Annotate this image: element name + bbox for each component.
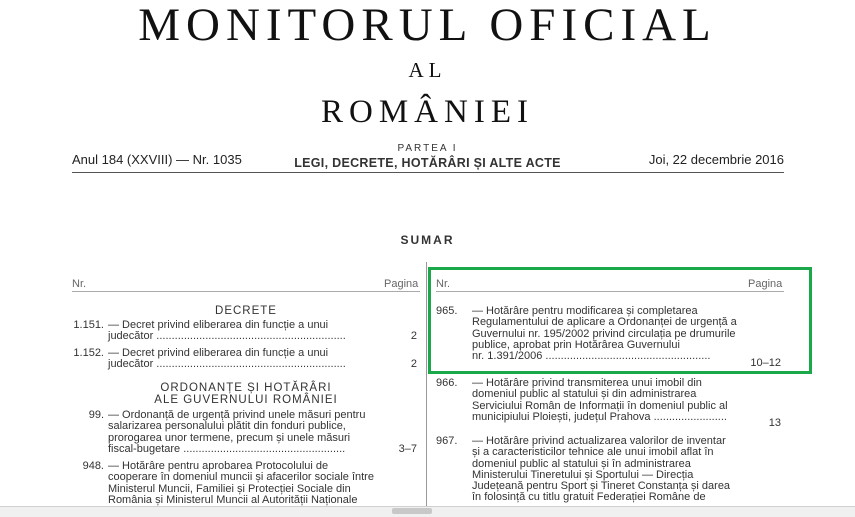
entry-line: Guvernului nr. 195/2002 privind circulația pe drumurile (472, 327, 736, 340)
masthead-title: MONITORUL OFICIAL (138, 0, 717, 51)
left-nr-header: Nr. (72, 278, 87, 290)
summary-title: SUMAR (400, 233, 455, 247)
entry-line: Județeană pentru Sport și Tineret Constanța și darea (472, 480, 731, 493)
entry-line: Serviciului Român de Informații în domeniul public al (472, 399, 728, 412)
section-title-line: ALE GUVERNULUI ROMÂNIEI (154, 394, 338, 406)
entry-text (108, 410, 388, 455)
entry-line: judecător .............................................................. (108, 330, 346, 343)
entry-line: în folosință cu titlu gratuit Federației Române de (472, 491, 706, 504)
list-item (436, 436, 784, 506)
entry-line: salarizarea personalului plătit din fonduri publice, (108, 420, 346, 433)
entry-line: — Hotărâre pentru aprobarea Protocolului de (108, 460, 329, 472)
scrollbar-thumb[interactable] (392, 508, 432, 514)
entry-page: 2 (410, 358, 417, 370)
column-separator (426, 262, 427, 516)
entry-line: domeniul public al statului și din administrarea (472, 388, 697, 401)
entry-number: 948. (82, 460, 104, 472)
left-header-rule (72, 291, 420, 292)
right-page-header: Pagina (748, 278, 783, 290)
masthead-country: ROMÂNIEI (321, 94, 534, 130)
entry-text (108, 461, 410, 506)
issue-number: Anul 184 (XXVIII) — Nr. 1035 (72, 152, 242, 167)
list-item (72, 410, 420, 456)
entry-text (108, 348, 388, 371)
left-page-header: Pagina (384, 278, 419, 290)
section-title-line: ORDONANȚE ȘI HOTĂRÂRI (160, 382, 332, 394)
entry-line: Regulamentului de aplicare a Ordonanței de urgență a (472, 316, 737, 329)
entry-text (472, 378, 737, 423)
entry-text (472, 436, 774, 504)
part-label: PARTEA I (397, 143, 458, 154)
entry-line: — Decret privind eliberarea din funcție a unui (108, 347, 329, 359)
list-item (72, 348, 420, 372)
entry-line: — Hotărâre privind transmiterea unui imobil din (472, 377, 702, 389)
entry-number: 966. (436, 377, 458, 389)
entry-number: 1.152. (73, 347, 104, 359)
entry-line: fiscal-bugetare ..................................................... (108, 442, 346, 455)
header-divider (72, 172, 784, 173)
entry-line: România și Ministerul Muncii al Autorității Naționale (108, 493, 358, 506)
entry-page: 3–7 (398, 443, 417, 455)
entry-line: cooperare în domeniul muncii și afacerilor sociale între (108, 471, 374, 484)
entry-line: domeniul public al statului și în administrarea (472, 457, 691, 470)
right-nr-header: Nr. (436, 278, 451, 290)
entry-line: — Hotărâre pentru modificarea și completarea (472, 305, 698, 317)
entry-number: 967. (436, 436, 458, 447)
entry-line: prorogarea unor termene, precum și unele măsuri (108, 431, 351, 444)
entry-line: Ministerul Muncii, Familiei și Protecției Sociale din (108, 482, 351, 495)
list-item (72, 320, 420, 344)
entry-number: 965. (436, 305, 458, 317)
entry-line: — Hotărâre privind actualizarea valorilor de inventar (472, 436, 726, 447)
part-subtitle: LEGI, DECRETE, HOTĂRÂRI ȘI ALTE ACTE (294, 156, 561, 170)
entry-line: publice, aprobat prin Hotărârea Guvernului (472, 338, 680, 351)
masthead-al: AL (408, 58, 447, 82)
entry-number: 1.151. (73, 319, 104, 331)
highlight-box (428, 267, 812, 374)
entry-page: 2 (410, 330, 417, 342)
entry-line: Ministerului Tineretului și Sportului — Direcția (472, 468, 694, 481)
entry-line: judecător .............................................................. (108, 358, 346, 371)
entry-line: — Decret privind eliberarea din funcție a unui (108, 319, 329, 331)
issue-date: Joi, 22 decembrie 2016 (648, 152, 784, 167)
section-ordonante (72, 382, 420, 406)
entry-line: — Ordonanță de urgență privind unele măsuri pentru (108, 409, 366, 421)
list-item (436, 377, 784, 429)
entry-line: municipiului Ploiești, județul Prahova ........................ (472, 410, 727, 423)
section-decrete: DECRETE (215, 305, 277, 317)
entry-page: 13 (768, 417, 781, 429)
entry-number: 99. (88, 409, 104, 421)
list-item (72, 461, 420, 507)
entry-line: nr. 1.391/2006 ...................................................... (472, 350, 711, 363)
entry-text (108, 320, 388, 343)
entry-line: și a caracteristicilor tehnice ale unui imobil aflat în (472, 446, 714, 459)
entry-page: 10–12 (750, 357, 781, 369)
